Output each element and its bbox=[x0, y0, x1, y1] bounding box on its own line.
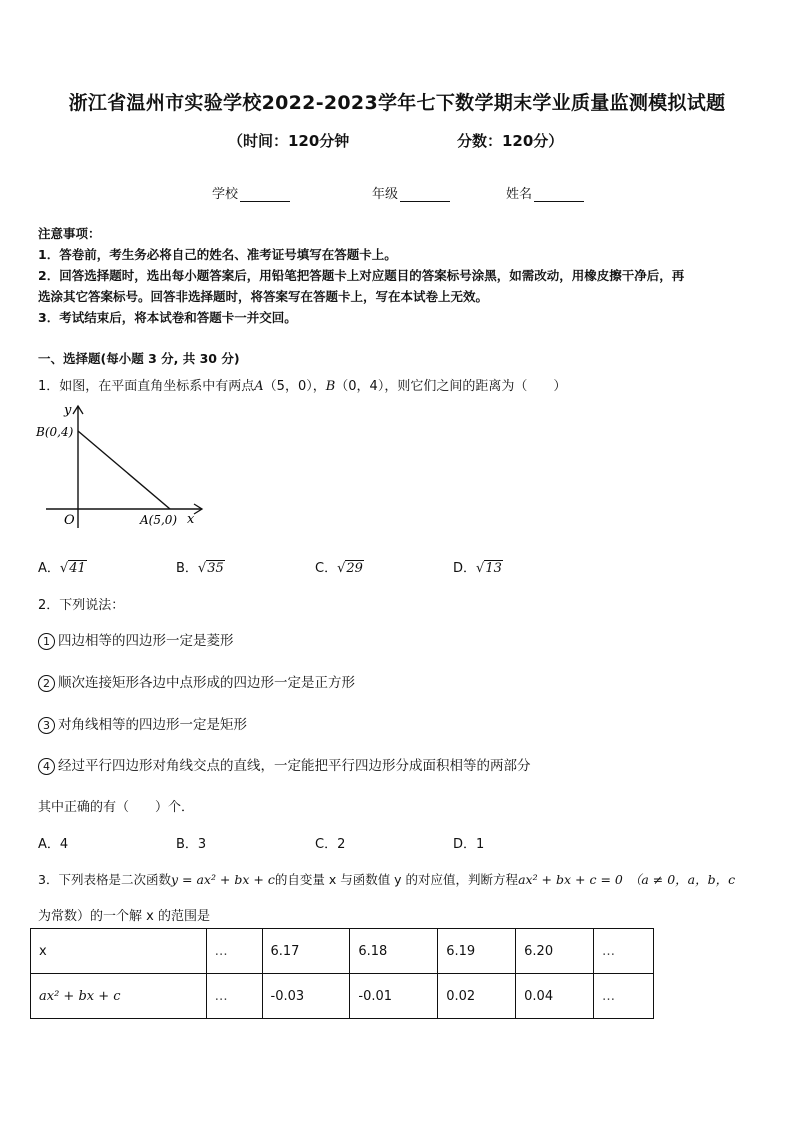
q2-statement-4-text: 经过平行四边形对角线交点的直线，一定能把平行四边形分成面积相等的两部分 bbox=[58, 758, 531, 774]
notice-heading: 注意事项： bbox=[38, 226, 101, 241]
table-cell: 6.17 bbox=[262, 929, 350, 974]
q1-option-a-letter: A． bbox=[38, 561, 60, 576]
grade-blank[interactable] bbox=[400, 187, 450, 202]
exam-score: 分数：120分） bbox=[457, 132, 564, 150]
school-field bbox=[212, 183, 290, 202]
q1-option-c-radicand: 29 bbox=[346, 561, 363, 576]
q1-option-a-radicand: 41 bbox=[69, 561, 86, 576]
table-cell: 6.18 bbox=[350, 929, 438, 974]
q3-equation: ax² + bx + c = 0 bbox=[518, 872, 623, 887]
q3-function: y = ax² + bx + c bbox=[170, 872, 275, 887]
table-cell: … bbox=[206, 929, 262, 974]
q2-statement-2 bbox=[38, 671, 355, 692]
q1-option-c[interactable]: C．√29 bbox=[315, 561, 363, 576]
table-cell: … bbox=[206, 974, 262, 1019]
table-cell: 0.04 bbox=[516, 974, 594, 1019]
q1-option-d[interactable]: D．√13 bbox=[453, 561, 502, 576]
q1-coord-a: （5，0）， bbox=[263, 379, 326, 394]
q3-stem bbox=[38, 870, 735, 888]
q1-option-b[interactable]: B．√35 bbox=[176, 561, 224, 576]
notice-item-2b: 选涂其它答案标号。回答非选择题时，将答案写在答题卡上，写在本试卷上无效。 bbox=[38, 289, 489, 304]
table-row-label-x: x bbox=[31, 929, 207, 974]
table-row-label-expression: ax² + bx + c bbox=[31, 974, 207, 1019]
origin-label: O bbox=[64, 513, 75, 528]
q2-statement-3 bbox=[38, 713, 247, 734]
grade-label: 年级 bbox=[372, 187, 399, 202]
circled-number-2: 2 bbox=[38, 675, 55, 692]
q1-point-a: A bbox=[254, 379, 264, 394]
q2-stem: 2．下列说法： bbox=[38, 598, 125, 613]
q1-stem bbox=[38, 375, 566, 394]
y-axis-label: y bbox=[64, 403, 72, 418]
q2-option-a[interactable]: A．4 bbox=[38, 837, 69, 852]
point-a-label: A(5,0) bbox=[140, 513, 178, 527]
q2-statement-3-text: 对角线相等的四边形一定是矩形 bbox=[58, 717, 247, 733]
q3-stem-b: 的自变量 x 与函数值 y 的对应值，判断方程 bbox=[274, 872, 519, 887]
circled-number-4: 4 bbox=[38, 758, 55, 775]
exam-time: （时间：120分钟 bbox=[228, 132, 350, 150]
q2-statement-2-text: 顺次连接矩形各边中点形成的四边形一定是正方形 bbox=[58, 675, 355, 691]
name-label: 姓名 bbox=[506, 187, 533, 202]
table-cell: 6.20 bbox=[516, 929, 594, 974]
q1-option-b-radicand: 35 bbox=[207, 561, 224, 576]
exam-title: 浙江省温州市实验学校2022-2023学年七下数学期末学业质量监测模拟试题 bbox=[68, 92, 726, 114]
q1-option-a[interactable]: A．√41 bbox=[38, 561, 86, 576]
q2-question: 其中正确的有（ ）个． bbox=[38, 800, 195, 815]
table-cell: … bbox=[594, 974, 654, 1019]
q1-point-b: B bbox=[325, 379, 336, 394]
q1-coordinate-graph bbox=[34, 400, 206, 532]
table-row bbox=[31, 974, 654, 1019]
q3-stem-c: 为常数）的一个解 x 的范围是 bbox=[38, 909, 210, 924]
notice-item-3: 3．考试结束后，将本试卷和答题卡一并交回。 bbox=[38, 310, 297, 325]
q1-option-b-letter: B． bbox=[176, 561, 198, 576]
q2-option-d[interactable]: D．1 bbox=[453, 837, 485, 852]
school-label: 学校 bbox=[212, 187, 239, 202]
name-field bbox=[506, 183, 584, 202]
grade-field bbox=[372, 183, 450, 202]
point-b-label: B(0,4) bbox=[36, 425, 74, 439]
notice-item-1: 1．答卷前，考生务必将自己的姓名、准考证号填写在答题卡上。 bbox=[38, 247, 397, 262]
table-cell: -0.01 bbox=[350, 974, 438, 1019]
q2-option-b[interactable]: B．3 bbox=[176, 837, 207, 852]
q1-stem-text: 1．如图，在平面直角坐标系中有两点 bbox=[38, 379, 255, 394]
segment-ab bbox=[78, 431, 170, 509]
table-cell: -0.03 bbox=[262, 974, 350, 1019]
notice-item-2a: 2．回答选择题时，选出每小题答案后，用铅笔把答题卡上对应题目的答案标号涂黑，如需改动，用橡皮擦干净后，再 bbox=[38, 268, 685, 283]
q3-stem-a: 3．下列表格是二次函数 bbox=[38, 872, 171, 887]
q2-statement-1-text: 四边相等的四边形一定是菱形 bbox=[58, 633, 234, 649]
q2-option-c[interactable]: C．2 bbox=[315, 837, 346, 852]
table-cell: … bbox=[594, 929, 654, 974]
q3-condition: （a ≠ 0，a，b，c bbox=[628, 872, 736, 887]
q1-option-d-letter: D． bbox=[453, 561, 477, 576]
q3-value-table bbox=[30, 928, 654, 1019]
school-blank[interactable] bbox=[240, 187, 290, 202]
table-cell: 0.02 bbox=[438, 974, 516, 1019]
q2-statement-4 bbox=[38, 754, 531, 775]
name-blank[interactable] bbox=[534, 187, 584, 202]
circled-number-1: 1 bbox=[38, 633, 55, 650]
table-row bbox=[31, 929, 654, 974]
circled-number-3: 3 bbox=[38, 717, 55, 734]
table-cell: 6.19 bbox=[438, 929, 516, 974]
q1-coord-b: （0，4），则它们之间的距离为（ ） bbox=[335, 379, 567, 394]
x-axis-label: x bbox=[187, 512, 195, 527]
q1-option-d-radicand: 13 bbox=[485, 561, 502, 576]
q2-statement-1 bbox=[38, 629, 234, 650]
section-heading: 一、选择题(每小题 3 分, 共 30 分) bbox=[38, 351, 240, 366]
q1-option-c-letter: C． bbox=[315, 561, 338, 576]
